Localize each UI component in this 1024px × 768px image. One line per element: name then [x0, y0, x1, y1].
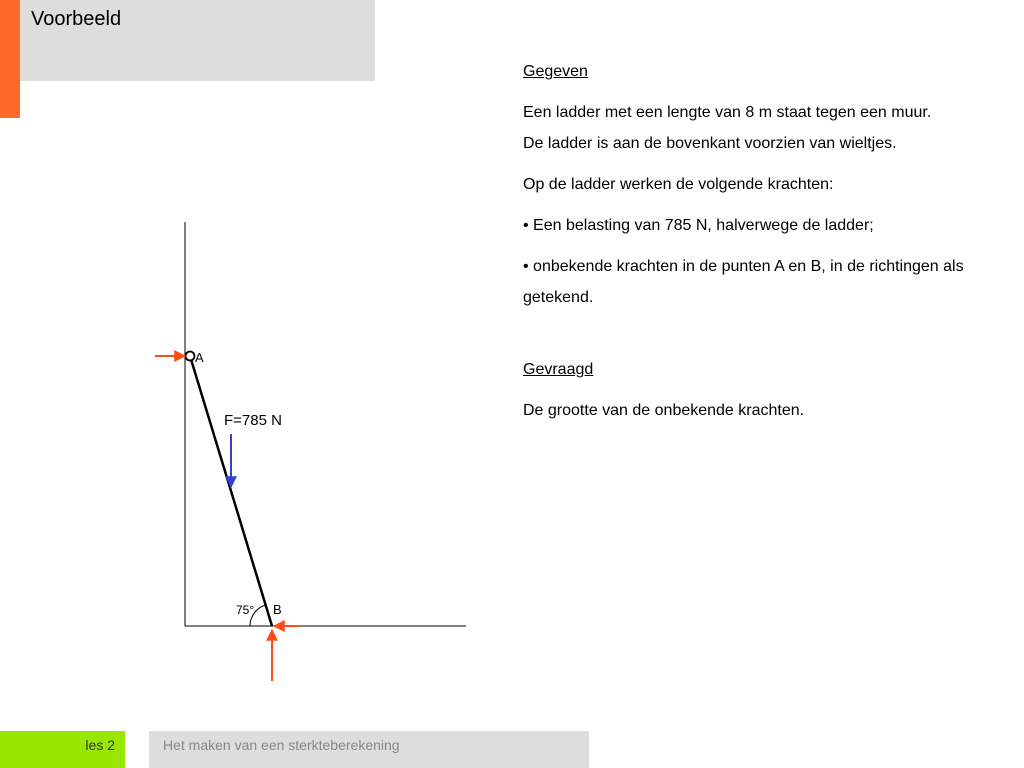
asked-text: De grootte van de onbekende krachten.: [523, 402, 805, 419]
given-heading: Gegeven: [523, 63, 588, 80]
point-a-label: A: [195, 350, 204, 365]
ladder-line: [190, 356, 272, 626]
footer-title: Het maken van een sterkteberekening: [163, 737, 400, 753]
point-b-label: B: [273, 602, 282, 617]
footer-title-box: [149, 731, 589, 768]
point-a-marker: [186, 352, 195, 361]
bullet-unknown-forces: • onbekende krachten in de punten A en B, in de richtingen als getekend.: [523, 258, 964, 306]
asked-heading: Gevraagd: [523, 361, 594, 378]
forces-intro: Op de ladder werken de volgende krachten:: [523, 176, 834, 193]
angle-label: 75°: [236, 603, 255, 617]
footer-lesson: les 2: [85, 737, 115, 753]
given-line-2: De ladder is aan de bovenkant voorzien van wieltjes.: [523, 135, 897, 152]
given-line-1: Een ladder met een lengte van 8 m staat tegen een muur.: [523, 104, 932, 121]
bullet-load: • Een belasting van 785 N, halverwege de ladder;: [523, 217, 874, 234]
load-force-label: F=785 N: [224, 412, 282, 429]
slide-title: Voorbeeld: [31, 8, 122, 30]
footer-lesson-box: [0, 731, 125, 768]
